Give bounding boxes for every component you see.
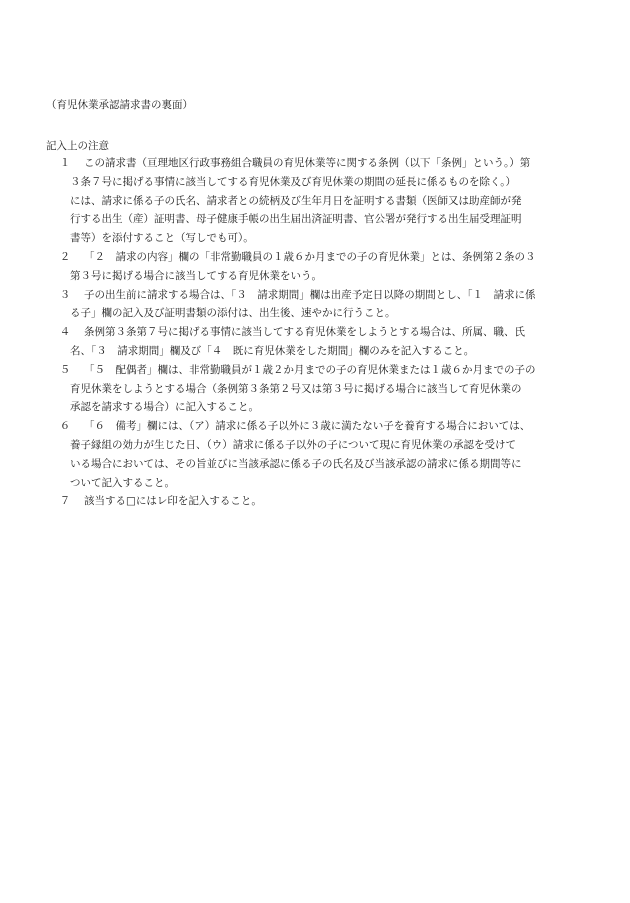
note-number: ６ bbox=[59, 420, 71, 433]
note-number: １ bbox=[59, 157, 71, 169]
note-number: ７ bbox=[59, 495, 71, 508]
note-text-line: 育児休業をしようとする場合（条例第３条第２号又は第３号に掲げる場合に該当して育児休業の bbox=[70, 382, 522, 395]
note-number: ３ bbox=[59, 288, 71, 301]
note-text-line: 子の出生前に請求する場合は、「３ 請求期間」欄は出産予定日以降の期間とし、「１ 請求に係 bbox=[84, 288, 536, 301]
note-text-line: る子」欄の記入及び証明書類の添付は、出生後、速やかに行うこと。 bbox=[70, 307, 396, 320]
note-text-line: 承認を請求する場合）に記入すること。 bbox=[70, 401, 259, 414]
note-text-line: 名、「３ 請求期間」欄及び「４ 既に育児休業をした期間」欄のみを記入すること。 bbox=[70, 344, 475, 357]
note-text-line: 該当する□にはレ印を記入すること。 bbox=[84, 495, 262, 508]
note-number: ４ bbox=[59, 326, 71, 339]
note-text-line: 「２ 請求の内容」欄の「非常勤職員の１歳６か月までの子の育児休業」とは、条例第２条の３ bbox=[84, 251, 536, 263]
note-text-line: 第３号に掲げる場合に該当してする育児休業をいう。 bbox=[70, 269, 322, 282]
note-text-line: この請求書（亘理地区行政事務組合職員の育児休業等に関する条例（以下「条例」という。）第 bbox=[84, 157, 531, 169]
note-text-line: ついて記入すること。 bbox=[70, 476, 175, 489]
note-text-line: ３条７号に掲げる事情に該当してする育児休業及び育児休業の期間の延長に係るものを除く。） bbox=[70, 175, 517, 188]
note-text-line: 書等）を添付すること（写しでも可）。 bbox=[70, 232, 254, 245]
section-heading: 記入上の注意 bbox=[46, 140, 109, 152]
note-text-line: 行する出生（産）証明書、母子健康手帳の出生届出済証明書、官公署が発行する出生届受理証明 bbox=[70, 213, 522, 226]
note-text-line: 条例第３条第７号に掲げる事情に該当してする育児休業をしようとする場合は、所属、職、氏 bbox=[84, 326, 525, 339]
note-text-line: いる場合においては、その旨並びに当該承認に係る子の氏名及び当該承認の請求に係る期間等に bbox=[70, 457, 522, 470]
note-text-line: には、請求に係る子の氏名、請求者との続柄及び生年月日を証明する書類（医師又は助産師が発 bbox=[70, 194, 522, 207]
note-text-line: 「５ 配偶者」欄は、非常勤職員が１歳２か月までの子の育児休業または１歳６か月までの子の bbox=[84, 363, 536, 376]
note-text-line: 養子縁組の効力が生じた日、（ウ）請求に係る子以外の子について現に育児休業の承認を受けて bbox=[70, 438, 517, 451]
note-text-line: 「６ 備考」欄には、（ア）請求に係る子以外に３歳に満たない子を養育する場合においては、 bbox=[84, 420, 531, 433]
note-number: ５ bbox=[59, 363, 71, 376]
document-title: （育児休業承認請求書の裏面） bbox=[46, 99, 193, 111]
note-number: ２ bbox=[59, 251, 71, 263]
